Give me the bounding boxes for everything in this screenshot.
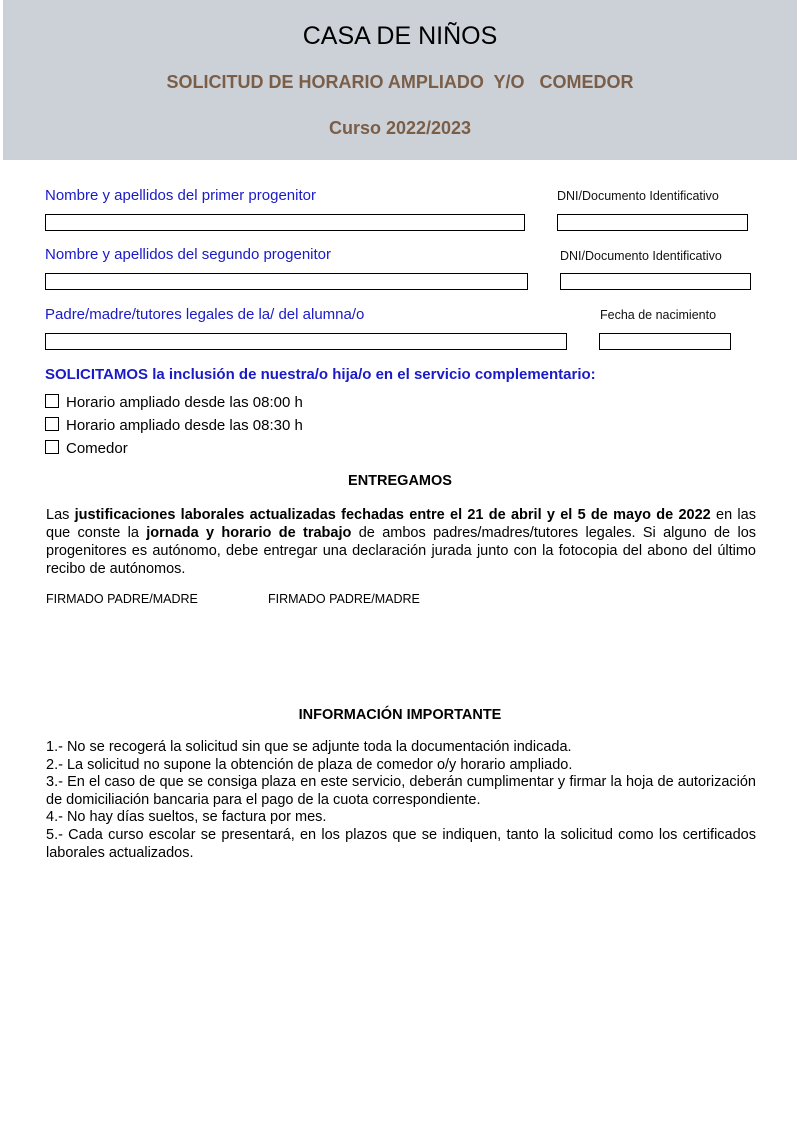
info-list [46,739,756,862]
checkbox-0800[interactable] [45,394,59,408]
parent1-name-field[interactable] [45,214,525,231]
checkbox-0830[interactable] [45,417,59,431]
deliver-heading: ENTREGAMOS [348,473,452,489]
dni2-field[interactable] [560,273,751,290]
birthdate-field[interactable] [599,333,731,350]
guardians-field[interactable] [45,333,567,350]
parent2-label: Nombre y apellidos del segundo progenitor [45,246,332,263]
info-item-1: 1.- No se recogerá la solicitud sin que se adjunte toda la documentación indicada. [46,739,572,755]
option-0830-label: Horario ampliado desde las 08:30 h [66,417,303,434]
dni1-field[interactable] [557,214,748,231]
parent1-label: Nombre y apellidos del primer progenitor [45,187,316,204]
option-0830[interactable] [45,417,303,435]
deliver-paragraph: Las justificaciones laborales actualizadas fechadas entre el 21 de abril y el 5 de mayo de 2022 en las que conste la jornada y horario de trabajo de ambos padres/madres/tutores legales. Si alguno de los progenitores es autónomo, debe entregar una declaración jurada junto con la fotocopia del abono del último recibo de autónomos. [46,507,757,577]
parent2-name-field[interactable] [45,273,528,290]
option-0800[interactable] [45,394,303,412]
dni1-label: DNI/Documento Identificativo [557,189,719,203]
guardians-label: Padre/madre/tutores legales de la/ del alumna/o [45,306,365,323]
info-item-5: 5.- Cada curso escolar se presentará, en los plazos que se indiquen, tanto la solicitud como los certificados laborales actualizados. [46,826,756,861]
signature-label-1: FIRMADO PADRE/MADRE [46,592,198,606]
option-0800-label: Horario ampliado desde las 08:00 h [66,394,303,411]
signature-label-2: FIRMADO PADRE/MADRE [268,592,420,606]
page-title: CASA DE NIÑOS [302,22,498,50]
page-subtitle: SOLICITUD DE HORARIO AMPLIADO Y/O COMEDOR [166,72,634,92]
info-item-4: 4.- No hay días sueltos, se factura por mes. [46,809,327,826]
header-banner [3,0,797,160]
info-heading: INFORMACIÓN IMPORTANTE [298,707,502,723]
checkbox-comedor[interactable] [45,440,59,454]
course-year: Curso 2022/2023 [328,118,472,138]
dni2-label: DNI/Documento Identificativo [560,249,722,263]
info-item-2: 2.- La solicitud no supone la obtención de plaza de comedor o/y horario ampliado. [46,756,573,773]
info-item-3: 3.- En el caso de que se consiga plaza en este servicio, deberán cumplimentar y firmar la hoja de autorización de domiciliación bancaria para el pago de la cuota correspondiente. [46,774,756,808]
option-comedor[interactable] [45,440,128,458]
request-heading: SOLICITAMOS la inclusión de nuestra/o hija/o en el servicio complementario: [45,366,596,383]
option-comedor-label: Comedor [66,440,128,457]
birthdate-label: Fecha de nacimiento [600,308,717,322]
